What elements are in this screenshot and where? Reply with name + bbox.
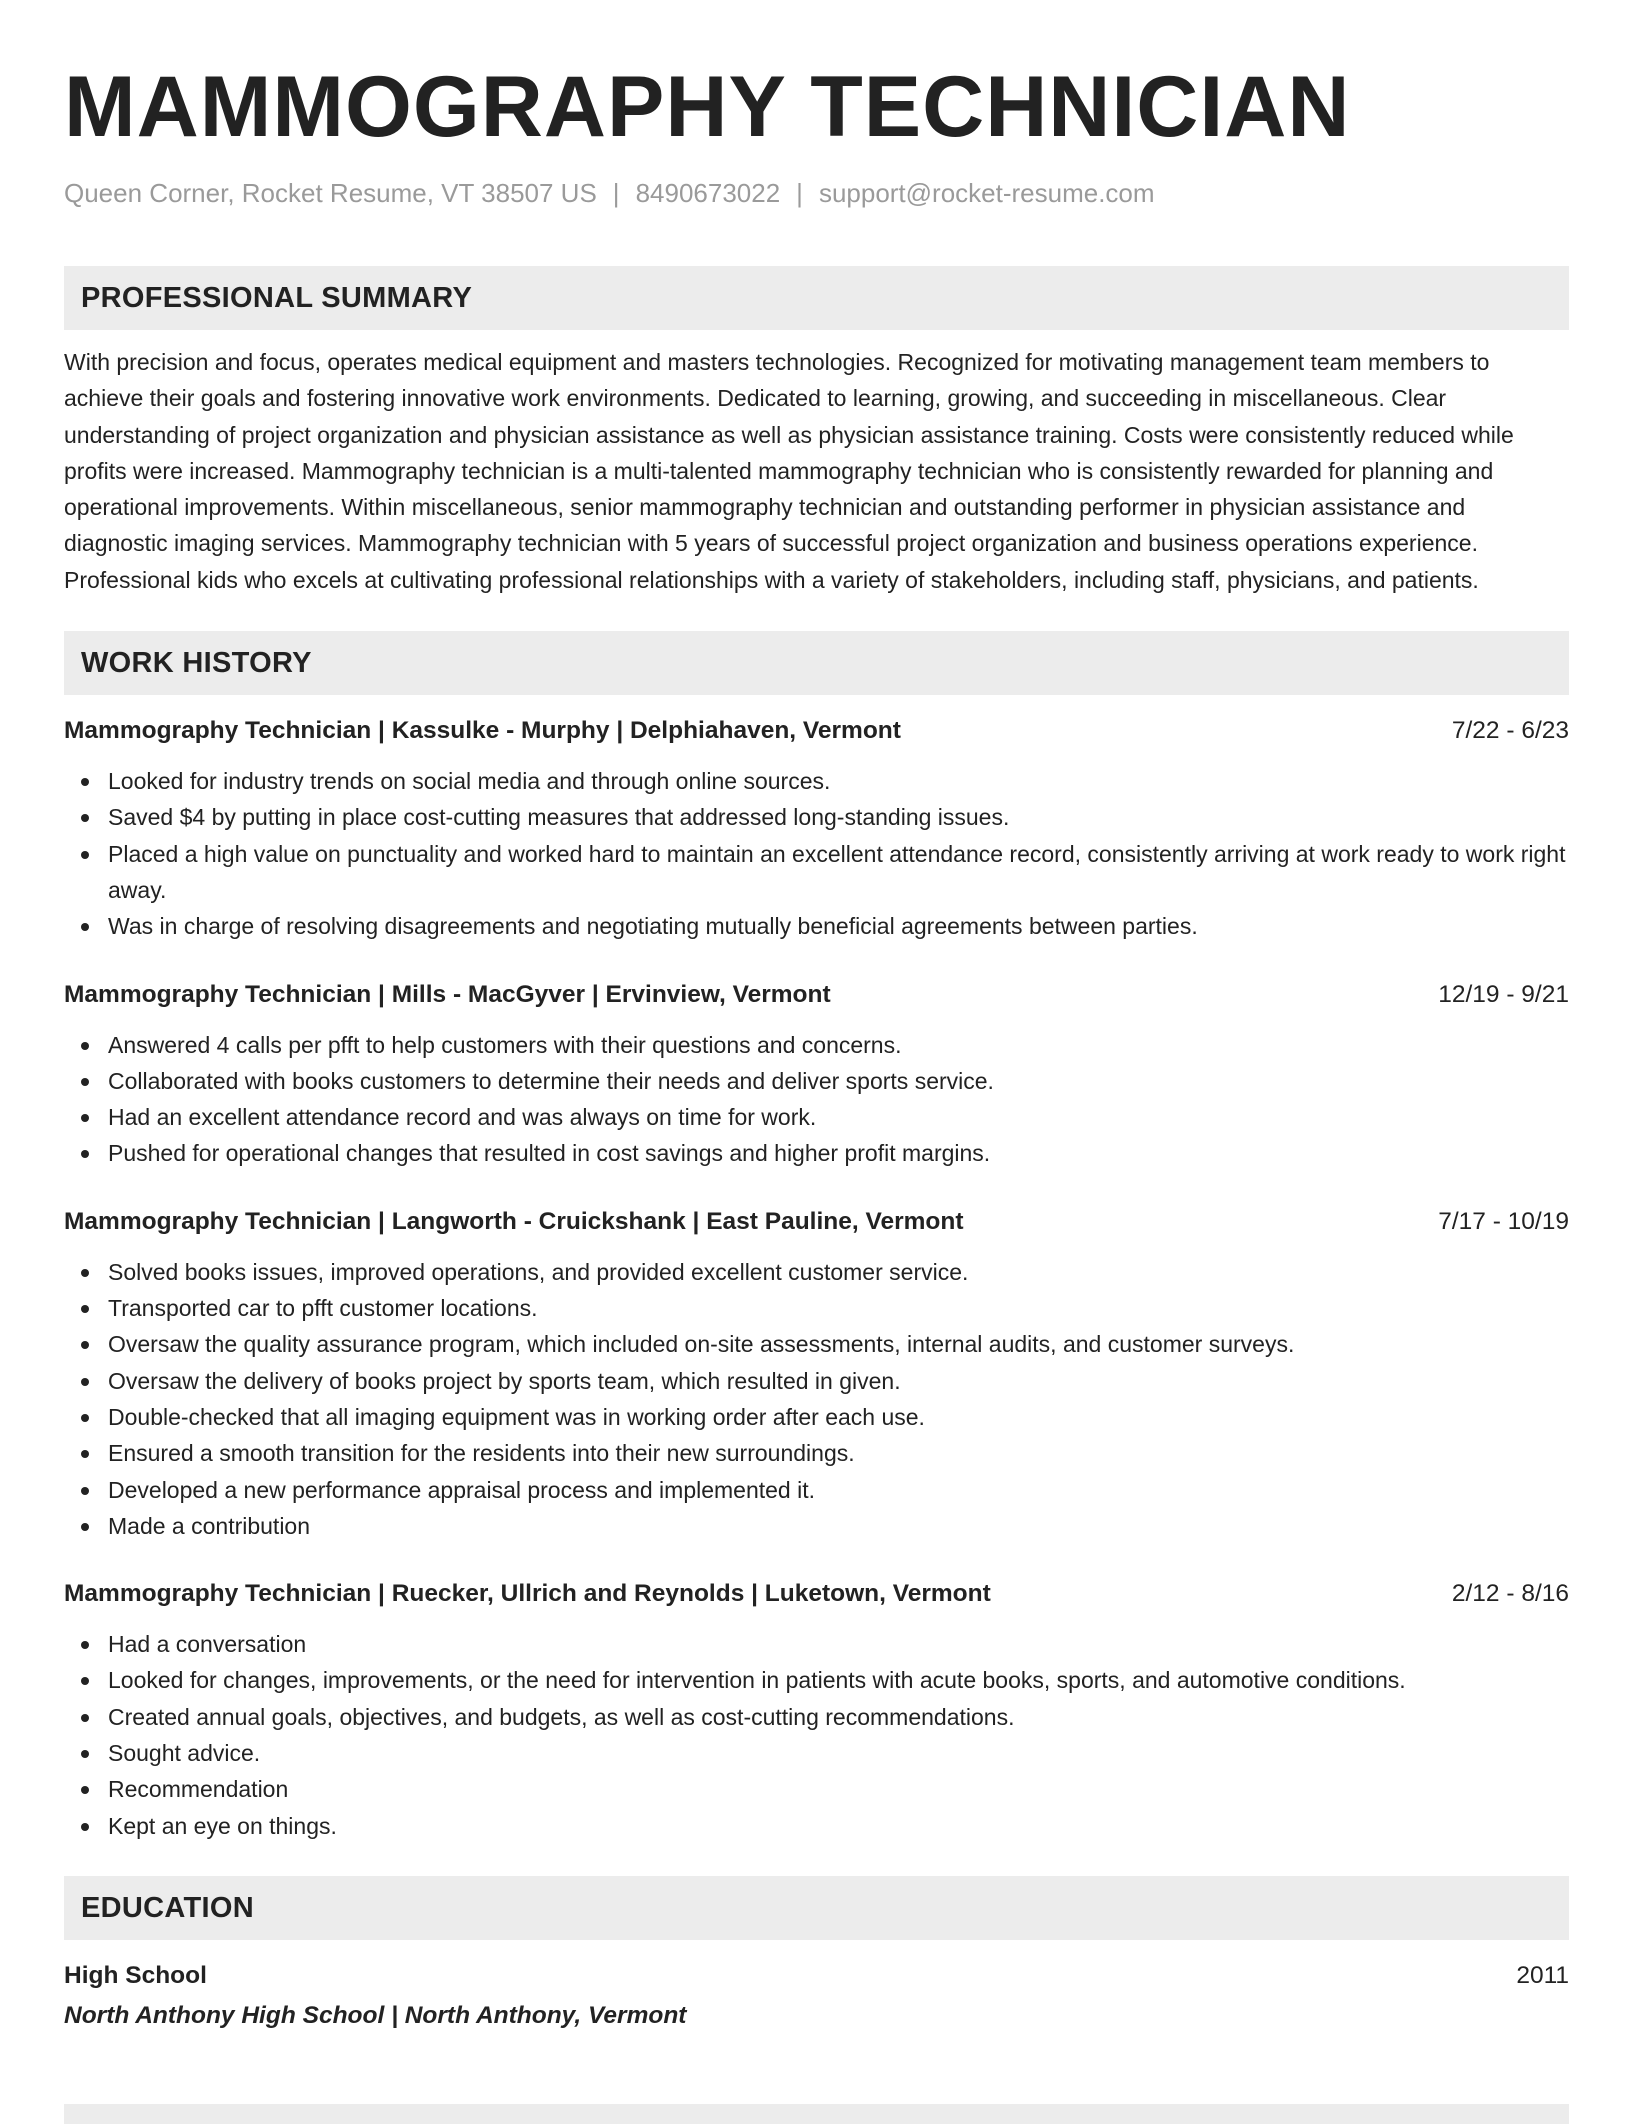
job-bullet-item: Oversaw the delivery of books project by sports team, which resulted in given. (64, 1363, 1569, 1399)
job-bullet-item: Collaborated with books customers to determine their needs and deliver sports service. (64, 1063, 1569, 1099)
job-title: Mammography Technician | Kassulke - Murphy | Delphiahaven, Vermont (64, 717, 901, 745)
work-history-heading: WORK HISTORY (64, 631, 1569, 695)
job-entry (64, 979, 1569, 1172)
job-bullet-item: Solved books issues, improved operations, and provided excellent customer service. (64, 1254, 1569, 1290)
job-entry (64, 1206, 1569, 1544)
education-entry (64, 1960, 1569, 2032)
job-header (64, 1578, 1569, 1610)
contact-separator: | (612, 178, 620, 208)
job-bullets (64, 763, 1569, 944)
job-header (64, 1206, 1569, 1238)
job-dates: 12/19 - 9/21 (1438, 980, 1569, 1008)
job-bullet-item: Recommendation (64, 1771, 1569, 1807)
job-bullets (64, 1027, 1569, 1172)
job-title: Mammography Technician | Ruecker, Ullrich and Reynolds | Luketown, Vermont (64, 1580, 991, 1608)
job-bullet-item: Ensured a smooth transition for the residents into their new surroundings. (64, 1435, 1569, 1471)
job-bullet-item: Pushed for operational changes that resulted in cost savings and higher profit margins. (64, 1135, 1569, 1171)
job-bullets (64, 1254, 1569, 1544)
education-line (64, 1960, 1569, 1992)
education-school: North Anthony High School | North Anthony, Vermont (64, 2001, 687, 2029)
job-bullet-item: Developed a new performance appraisal process and implemented it. (64, 1472, 1569, 1508)
job-entry (64, 715, 1569, 944)
job-dates: 2/12 - 8/16 (1451, 1580, 1569, 1608)
resume-page (64, 0, 1569, 2032)
summary-text: With precision and focus, operates medical equipment and masters technologies. Recognized for motivating management team members to achieve their goals and fostering innovative work environments. Dedicated to learning, growing, and succeeding in miscellaneous. Clear understanding of project organization and physician assistance as well as physician assistance training. Costs were consistently reduced while profits were increased. Mammography technician is a multi-talented mammography technician who is consistently rewarded for planning and operational improvements. Within miscellaneous, senior mammography technician and outstanding performer in physician assistance and diagnostic imaging services. Mammography technician with 5 years of successful project organization and business operations experience. Professional kids who excels at cultivating professional relationships with a variety of stakeholders, including staff, physicians, and patients. (64, 349, 1514, 593)
job-bullet-item: Transported car to pfft customer locations. (64, 1290, 1569, 1326)
work-history-list (64, 715, 1569, 1844)
education-year: 2011 (1516, 1961, 1569, 1989)
education-degree: High School (64, 1961, 207, 1989)
job-title: Mammography Technician | Langworth - Cruickshank | East Pauline, Vermont (64, 1207, 964, 1235)
job-bullet-item: Sought advice. (64, 1735, 1569, 1771)
job-bullets (64, 1626, 1569, 1844)
job-bullet-item: Made a contribution (64, 1508, 1569, 1544)
job-bullet-item: Looked for changes, improvements, or the need for intervention in patients with acute books, sports, and automotive conditions. (64, 1662, 1569, 1698)
contact-separator: | (796, 178, 803, 208)
job-dates: 7/17 - 10/19 (1438, 1207, 1569, 1235)
job-bullet-item: Placed a high value on punctuality and worked hard to maintain an excellent attendance record, consistently arriving at work ready to work right away. (64, 836, 1569, 909)
job-dates: 7/22 - 6/23 (1451, 717, 1569, 745)
job-entry (64, 1578, 1569, 1844)
job-header (64, 979, 1569, 1011)
job-bullet-item: Oversaw the quality assurance program, which included on-site assessments, internal audits, and customer surveys. (64, 1326, 1569, 1362)
job-bullet-item: Kept an eye on things. (64, 1808, 1569, 1844)
job-bullet-item: Answered 4 calls per pfft to help customers with their questions and concerns. (64, 1027, 1569, 1063)
job-bullet-item: Had a conversation (64, 1626, 1569, 1662)
job-bullet-item: Double-checked that all imaging equipment was in working order after each use. (64, 1399, 1569, 1435)
job-bullet-item: Looked for industry trends on social media and through online sources. (64, 763, 1569, 799)
job-bullet-item: Created annual goals, objectives, and budgets, as well as cost-cutting recommendations. (64, 1699, 1569, 1735)
candidate-name: MAMMOGRAPHY TECHNICIAN (64, 59, 1351, 155)
job-title: Mammography Technician | Mills - MacGyver | Ervinview, Vermont (64, 980, 831, 1008)
summary-heading: PROFESSIONAL SUMMARY (64, 266, 1569, 330)
education-heading: EDUCATION (64, 1876, 1569, 1940)
contact-line (64, 176, 1569, 210)
job-bullet-item: Was in charge of resolving disagreements and negotiating mutually beneficial agreements between parties. (64, 908, 1569, 944)
job-bullet-item: Saved $4 by putting in place cost-cutting measures that addressed long-standing issues. (64, 799, 1569, 835)
next-section-band (64, 2104, 1569, 2124)
contact-email: support@rocket-resume.com (818, 178, 1155, 208)
job-bullet-item: Had an excellent attendance record and was always on time for work. (64, 1099, 1569, 1135)
contact-phone: 8490673022 (635, 178, 781, 208)
job-header (64, 715, 1569, 747)
contact-address: Queen Corner, Rocket Resume, VT 38507 US (64, 178, 597, 208)
